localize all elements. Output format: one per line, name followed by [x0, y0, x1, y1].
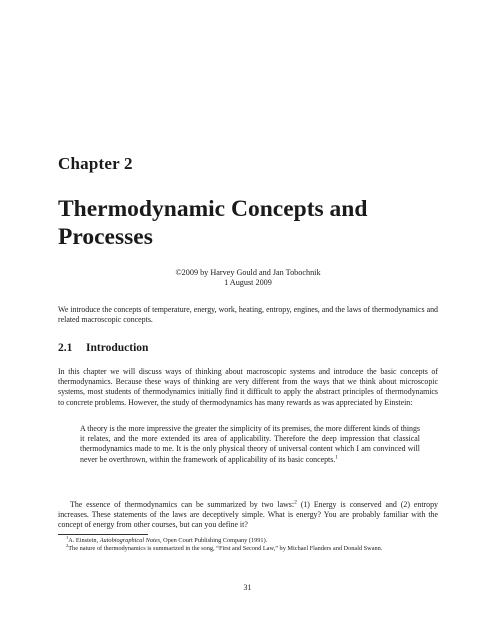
footnote-2-text: The nature of thermodynamics is summarized in the song, “First and Second Law,” by Michael Flanders and Donald Swann. [68, 545, 383, 553]
chapter-title: Thermodynamic Concepts and Processes [58, 196, 368, 250]
einstein-quote [80, 424, 420, 465]
page-number: 31 [243, 583, 252, 592]
chapter-abstract: We introduce the concepts of temperature, energy, work, heating, entropy, engines, and the laws of thermodynamics and related macroscopic concepts. [58, 305, 438, 325]
date-line: 1 August 2009 [224, 278, 272, 287]
section-heading [58, 342, 148, 354]
section-number: 2.1 [58, 342, 73, 354]
footnote-1-pre: A. Einstein, [68, 537, 100, 544]
footnote-1 [58, 534, 438, 545]
intro-paragraph: In this chapter we will discuss ways of thinking about macroscopic systems and introduce the basic concepts of thermodynamics. Because these ways of thinking are very different from the ways that we think about microscopic systems, most students of thermodynamics initially find it difficult to apply the abstract principles of thermodynamics to concrete problems. However, the study of thermodynamics has many rewards as was appreciated by Einstein: [58, 367, 438, 407]
footnote-1-mark: 1 [66, 534, 69, 540]
footnote-2-mark: 2 [66, 543, 69, 548]
footnote-1-book-title: Autobiographical Notes [99, 537, 161, 544]
section-title: Introduction [86, 342, 149, 354]
laws-paragraph-start: The essence of thermodynamics can be summarized by two laws: [70, 500, 295, 509]
byline [58, 268, 438, 288]
footnote-2 [58, 545, 438, 553]
laws-paragraph [58, 500, 438, 531]
footnote-marker-1[interactable]: 1 [335, 453, 339, 460]
footnote-divider [58, 534, 148, 535]
footnote-1-post: , Open Court Publishing Company (1991). [160, 537, 268, 544]
quote-text: A theory is the more impressive the greater the simplicity of its premises, the more different kinds of things it relates, and the more extended its area of applicability. Therefore the deep impression that classical thermodynamics made to me. It is the only physical theory of universal content which I am convinced will never be overthrown, within the framework of applicability of its basic concepts. [80, 424, 420, 464]
copyright-line: ©2009 by Harvey Gould and Jan Tobochnik [175, 268, 321, 277]
footnote-marker-2[interactable]: 2 [294, 499, 297, 506]
footnotes [58, 534, 438, 553]
laws-paragraph-rest: (1) Energy is conserved and (2) entropy increases. These statements of the laws are deceptively simple. What is energy? You are probably familiar with the concept of energy from other courses, but can you define it? [58, 500, 438, 530]
chapter-label: Chapter 2 [58, 154, 133, 173]
